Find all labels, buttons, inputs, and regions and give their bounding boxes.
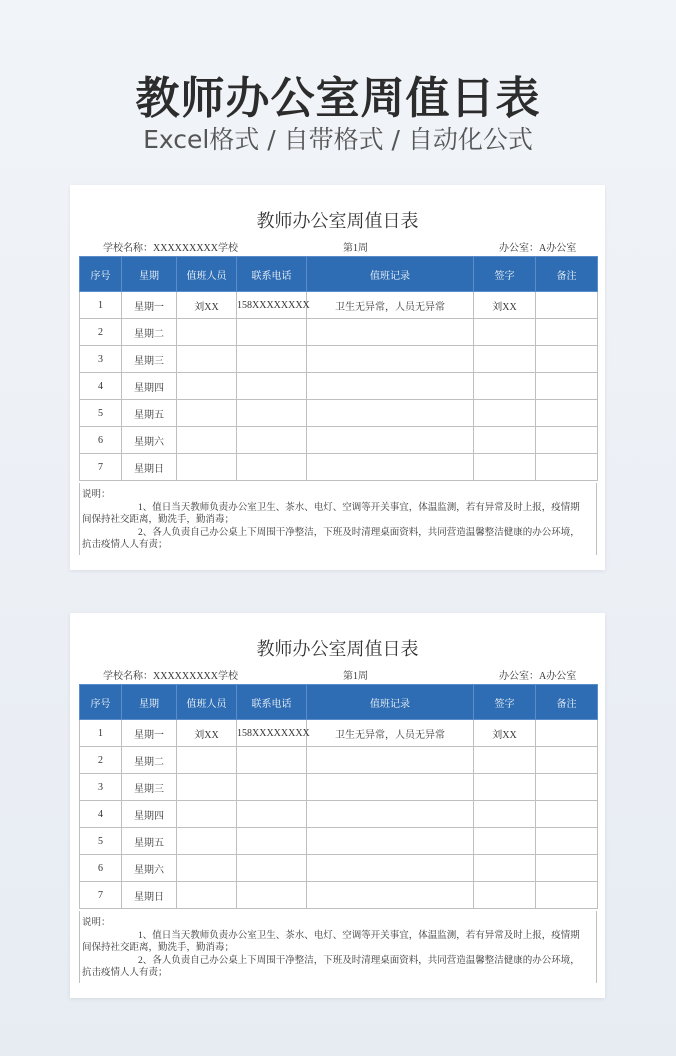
sheet-preview-2 <box>70 613 605 998</box>
duty-record-cell <box>307 400 474 427</box>
note-line: 间保持社交距离，勤洗手，勤消毒； <box>82 943 235 953</box>
weekday-cell: 星期日 <box>122 454 177 481</box>
duty-person-cell <box>177 319 237 346</box>
remark-cell <box>536 400 598 427</box>
column-header: 签字 <box>474 257 536 292</box>
hero-title: 教师办公室周值日表 <box>135 73 541 124</box>
notes-section <box>79 483 597 555</box>
column-header: 联系电话 <box>237 685 307 720</box>
weekday-cell: 星期三 <box>122 346 177 373</box>
duty-record-cell <box>307 346 474 373</box>
signature-cell <box>474 882 536 909</box>
school-name: 学校名称：XXXXXXXXX学校 <box>103 671 238 682</box>
duty-record-cell <box>307 747 474 774</box>
office-name: 办公室：A办公室 <box>499 671 577 682</box>
note-line: 抗击疫情人人有责； <box>82 540 168 550</box>
hero-subtitle: Excel格式 / 自带格式 / 自动化公式 <box>143 125 533 154</box>
duty-record-cell <box>307 855 474 882</box>
remark-cell <box>536 454 598 481</box>
remark-cell <box>536 828 598 855</box>
remark-cell <box>536 292 598 319</box>
duty-person-cell <box>177 801 237 828</box>
weekday-cell: 星期五 <box>122 828 177 855</box>
duty-person-cell <box>177 747 237 774</box>
signature-cell <box>474 427 536 454</box>
note-line: 2、各人负责自己办公桌上下周围干净整洁，下班及时清理桌面资料，共同营造温馨整洁健康的办公环境， <box>138 955 580 966</box>
note-line: 2、各人负责自己办公桌上下周围干净整洁，下班及时清理桌面资料，共同营造温馨整洁健康的办公环境， <box>138 527 580 538</box>
duty-record-cell <box>307 454 474 481</box>
phone-cell <box>237 427 307 454</box>
column-header: 值班人员 <box>177 685 237 720</box>
row-number-cell: 4 <box>80 801 122 828</box>
phone-cell <box>237 801 307 828</box>
table-row <box>80 346 598 373</box>
weekday-cell: 星期四 <box>122 373 177 400</box>
table-row <box>80 774 598 801</box>
phone-cell <box>237 774 307 801</box>
phone-cell <box>237 400 307 427</box>
sheet-preview-1 <box>70 185 605 570</box>
note-line: 1、值日当天教师负责办公室卫生、茶水、电灯、空调等开关事宜，体温监测，若有异常及时上报，疫情期 <box>138 502 580 513</box>
school-name: 学校名称：XXXXXXXXX学校 <box>103 243 238 254</box>
duty-person-cell <box>177 828 237 855</box>
row-number-cell: 6 <box>80 855 122 882</box>
weekday-cell: 星期六 <box>122 427 177 454</box>
office-name: 办公室：A办公室 <box>499 243 577 254</box>
row-number-cell: 3 <box>80 774 122 801</box>
signature-cell <box>474 774 536 801</box>
week-number: 第1周 <box>343 243 368 254</box>
column-header: 值班记录 <box>307 257 474 292</box>
week-number: 第1周 <box>343 671 368 682</box>
duty-table <box>79 684 598 909</box>
phone-cell <box>237 882 307 909</box>
row-number-cell: 5 <box>80 400 122 427</box>
signature-cell <box>474 855 536 882</box>
duty-record-cell: 卫生无异常，人员无异常 <box>307 720 474 747</box>
signature-cell <box>474 319 536 346</box>
note-line: 1、值日当天教师负责办公室卫生、茶水、电灯、空调等开关事宜，体温监测，若有异常及时上报，疫情期 <box>138 930 580 941</box>
remark-cell <box>536 855 598 882</box>
phone-cell <box>237 319 307 346</box>
duty-record-cell <box>307 801 474 828</box>
remark-cell <box>536 747 598 774</box>
signature-cell <box>474 747 536 774</box>
duty-person-cell <box>177 373 237 400</box>
phone-cell: 158XXXXXXXX <box>237 720 307 747</box>
note-line: 间保持社交距离，勤洗手，勤消毒； <box>82 515 235 525</box>
duty-record-cell <box>307 427 474 454</box>
column-header: 备注 <box>536 685 598 720</box>
phone-cell <box>237 454 307 481</box>
duty-record-cell <box>307 373 474 400</box>
duty-record-cell <box>307 319 474 346</box>
duty-table <box>79 256 598 481</box>
duty-person-cell: 刘XX <box>177 720 237 747</box>
duty-record-cell <box>307 774 474 801</box>
duty-record-cell: 卫生无异常，人员无异常 <box>307 292 474 319</box>
column-header: 备注 <box>536 257 598 292</box>
sheet-title: 教师办公室周值日表 <box>256 639 419 660</box>
duty-person-cell <box>177 882 237 909</box>
duty-person-cell <box>177 346 237 373</box>
row-number-cell: 7 <box>80 454 122 481</box>
column-header: 值班人员 <box>177 257 237 292</box>
table-row <box>80 427 598 454</box>
weekday-cell: 星期六 <box>122 855 177 882</box>
sheet-title: 教师办公室周值日表 <box>256 211 419 232</box>
signature-cell <box>474 454 536 481</box>
row-number-cell: 5 <box>80 828 122 855</box>
table-row <box>80 454 598 481</box>
duty-person-cell <box>177 855 237 882</box>
phone-cell <box>237 747 307 774</box>
duty-record-cell <box>307 882 474 909</box>
remark-cell <box>536 720 598 747</box>
weekday-cell: 星期五 <box>122 400 177 427</box>
weekday-cell: 星期日 <box>122 882 177 909</box>
column-header: 序号 <box>80 257 122 292</box>
signature-cell <box>474 400 536 427</box>
column-header: 联系电话 <box>237 257 307 292</box>
table-row <box>80 855 598 882</box>
table-row <box>80 373 598 400</box>
table-row <box>80 400 598 427</box>
weekday-cell: 星期一 <box>122 292 177 319</box>
row-number-cell: 2 <box>80 319 122 346</box>
signature-cell: 刘XX <box>474 292 536 319</box>
remark-cell <box>536 882 598 909</box>
table-header-row <box>80 257 598 292</box>
column-header: 星期 <box>122 257 177 292</box>
notes-label: 说明： <box>82 918 111 928</box>
row-number-cell: 1 <box>80 292 122 319</box>
table-row <box>80 720 598 747</box>
remark-cell <box>536 801 598 828</box>
phone-cell <box>237 828 307 855</box>
remark-cell <box>536 427 598 454</box>
phone-cell <box>237 346 307 373</box>
phone-cell: 158XXXXXXXX <box>237 292 307 319</box>
phone-cell <box>237 855 307 882</box>
weekday-cell: 星期四 <box>122 801 177 828</box>
signature-cell <box>474 801 536 828</box>
duty-person-cell <box>177 454 237 481</box>
remark-cell <box>536 319 598 346</box>
signature-cell <box>474 373 536 400</box>
remark-cell <box>536 346 598 373</box>
remark-cell <box>536 774 598 801</box>
row-number-cell: 1 <box>80 720 122 747</box>
weekday-cell: 星期二 <box>122 319 177 346</box>
column-header: 序号 <box>80 685 122 720</box>
weekday-cell: 星期一 <box>122 720 177 747</box>
duty-person-cell: 刘XX <box>177 292 237 319</box>
row-number-cell: 2 <box>80 747 122 774</box>
signature-cell <box>474 828 536 855</box>
table-row <box>80 828 598 855</box>
notes-section <box>79 911 597 983</box>
signature-cell: 刘XX <box>474 720 536 747</box>
table-header-row <box>80 685 598 720</box>
column-header: 签字 <box>474 685 536 720</box>
weekday-cell: 星期二 <box>122 747 177 774</box>
column-header: 星期 <box>122 685 177 720</box>
row-number-cell: 7 <box>80 882 122 909</box>
table-row <box>80 882 598 909</box>
note-line: 抗击疫情人人有责； <box>82 968 168 978</box>
notes-label: 说明： <box>82 490 111 500</box>
duty-record-cell <box>307 828 474 855</box>
row-number-cell: 3 <box>80 346 122 373</box>
duty-person-cell <box>177 774 237 801</box>
table-row <box>80 801 598 828</box>
phone-cell <box>237 373 307 400</box>
signature-cell <box>474 346 536 373</box>
row-number-cell: 6 <box>80 427 122 454</box>
remark-cell <box>536 373 598 400</box>
duty-person-cell <box>177 427 237 454</box>
table-row <box>80 292 598 319</box>
column-header: 值班记录 <box>307 685 474 720</box>
weekday-cell: 星期三 <box>122 774 177 801</box>
table-row <box>80 747 598 774</box>
row-number-cell: 4 <box>80 373 122 400</box>
table-row <box>80 319 598 346</box>
duty-person-cell <box>177 400 237 427</box>
